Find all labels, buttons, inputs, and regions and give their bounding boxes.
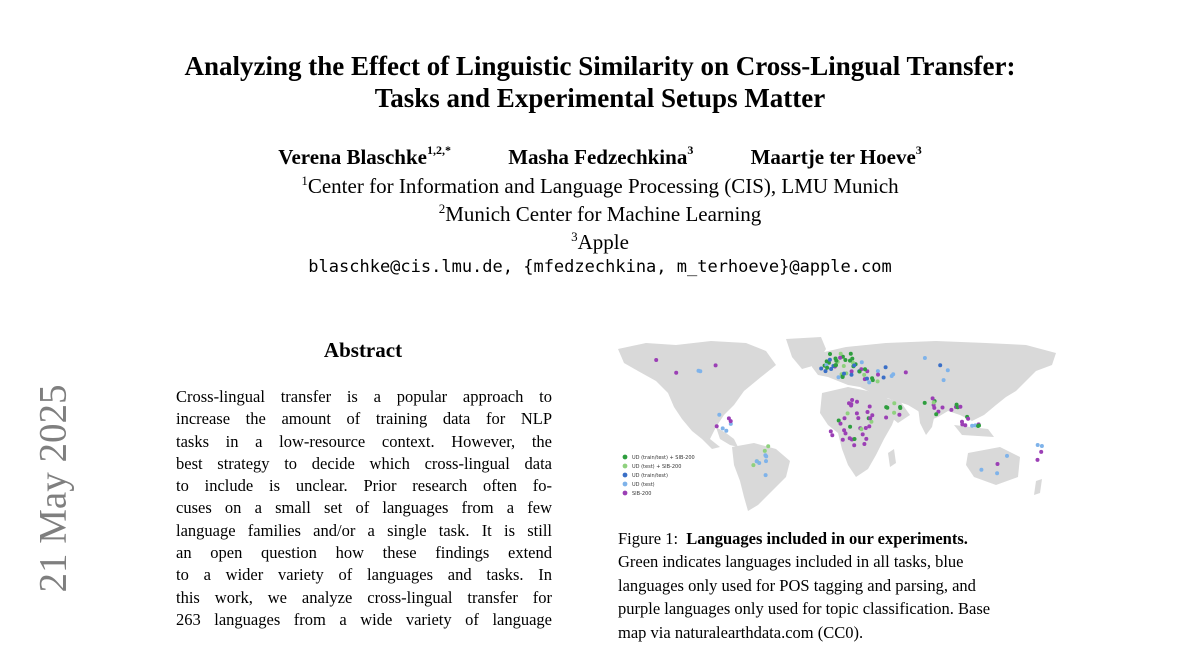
language-point	[843, 416, 847, 420]
legend-marker	[623, 482, 628, 487]
language-point	[868, 416, 872, 420]
abstract-line: this work, we analyze cross-lingual transfer for	[176, 587, 552, 607]
abstract-line: language families and/or a single task. It is still	[176, 520, 552, 540]
language-point	[876, 369, 880, 373]
language-point	[855, 400, 859, 404]
language-point	[844, 431, 848, 435]
language-point	[1036, 458, 1040, 462]
language-point	[850, 373, 854, 377]
language-point	[932, 401, 936, 405]
language-point	[892, 401, 896, 405]
language-point	[848, 425, 852, 429]
abstract-line: 263 languages from a wide variety of language	[176, 609, 552, 629]
language-point	[755, 459, 759, 463]
language-point	[837, 375, 841, 379]
language-point	[850, 398, 854, 402]
affiliation-2: $^2$Munich Center for Machine Learning	[438, 201, 762, 226]
caption-line: languages only used for POS tagging and parsing, and	[618, 575, 976, 595]
language-point	[966, 417, 970, 421]
language-point	[860, 360, 864, 364]
language-point	[839, 422, 843, 426]
language-point	[931, 396, 935, 400]
caption-line: map via naturalearthdata.com (CC0).	[618, 622, 864, 642]
language-point	[721, 426, 725, 430]
figure-caption	[618, 527, 1062, 644]
language-point	[764, 454, 768, 458]
abstract-heading: Abstract	[323, 338, 403, 362]
language-point	[829, 429, 833, 433]
affiliation-3: $^3$Apple	[571, 229, 629, 254]
language-point	[727, 416, 731, 420]
figure-label: Figure 1:	[618, 529, 679, 548]
language-point	[849, 352, 853, 356]
language-point	[842, 372, 846, 376]
author-emails: blaschke@cis.lmu.de, {mfedzechkina, m_terhoeve}@apple.com	[308, 257, 892, 277]
language-point	[938, 363, 942, 367]
language-point	[960, 422, 964, 426]
language-point	[870, 376, 874, 380]
language-point	[861, 432, 865, 436]
abstract-line: an open question how these findings extend	[176, 543, 552, 563]
abstract-line: tasks in a low-resource context. However, the	[176, 431, 552, 451]
language-point	[853, 437, 857, 441]
language-point	[830, 433, 834, 437]
language-point	[819, 367, 823, 371]
caption-line-1	[618, 527, 1062, 550]
language-point	[715, 424, 719, 428]
paper-title-line-2: Tasks and Experimental Setups Matter	[374, 83, 826, 113]
legend-label: UD (train/test)	[632, 472, 668, 479]
language-point	[898, 406, 902, 410]
language-point	[867, 424, 871, 428]
language-point	[882, 376, 886, 380]
language-point	[839, 352, 843, 356]
abstract-line: increase the amount of training data for NLP	[176, 409, 552, 429]
legend-label: UD (train/test) + SIB-200	[632, 454, 695, 461]
language-point	[838, 356, 842, 360]
language-point	[958, 405, 962, 409]
language-point	[865, 377, 869, 381]
author-1: Verena Blaschke$^{1,2,*}$	[278, 143, 451, 169]
language-point	[848, 436, 852, 440]
language-point	[855, 411, 859, 415]
language-point	[848, 359, 852, 363]
language-point	[856, 416, 860, 420]
legend-label: SIB-200	[632, 490, 652, 497]
caption-line: Green indicates languages included in all tasks, blue	[618, 552, 964, 572]
language-point	[828, 358, 832, 362]
language-point	[843, 358, 847, 362]
language-point	[698, 369, 702, 373]
legend-marker	[623, 455, 628, 460]
language-point	[764, 473, 768, 477]
language-point	[867, 380, 871, 384]
legend-label: UD (test) + SIB-200	[632, 463, 682, 470]
language-point	[858, 370, 862, 374]
language-point	[724, 429, 728, 433]
language-point	[923, 356, 927, 360]
language-point	[674, 371, 678, 375]
language-point	[764, 459, 768, 463]
author-2: Masha Fedzechkina$^3$	[508, 143, 694, 169]
caption-line: purple languages only used for topic classification. Base	[618, 599, 991, 619]
abstract-line: Cross-lingual transfer is a popular approach to	[176, 387, 552, 406]
language-point	[654, 358, 658, 362]
language-point	[876, 379, 880, 383]
language-point	[841, 375, 845, 379]
author-3: Maartje ter Hoeve$^3$	[750, 143, 922, 169]
language-point	[868, 405, 872, 409]
world-language-map	[616, 335, 1062, 513]
language-point	[976, 424, 980, 428]
language-point	[949, 408, 953, 412]
language-point	[979, 468, 983, 472]
language-point	[863, 367, 867, 371]
language-point	[1039, 450, 1043, 454]
abstract-line: cuses on a small set of languages from a few	[176, 498, 552, 518]
language-point	[862, 373, 866, 377]
language-point	[864, 426, 868, 430]
language-point	[904, 370, 908, 374]
language-point	[1036, 443, 1040, 447]
language-point	[833, 363, 837, 367]
map-legend	[623, 455, 695, 497]
abstract-line: to include is unclear. Prior research often fo-	[176, 476, 552, 496]
language-point	[766, 444, 770, 448]
language-point	[866, 410, 870, 414]
legend-marker	[623, 464, 628, 469]
abstract-line: to a wider variety of languages and tasks. In	[176, 565, 552, 585]
language-point	[846, 411, 850, 415]
language-point	[884, 365, 888, 369]
language-point	[862, 442, 866, 446]
language-point	[884, 405, 888, 409]
language-point	[942, 378, 946, 382]
language-point	[923, 401, 927, 405]
language-point	[849, 402, 853, 406]
language-point	[714, 363, 718, 367]
language-point	[884, 416, 888, 420]
language-point	[717, 413, 721, 417]
abstract-line: best strategy to decide which cross-lingual data	[176, 453, 552, 473]
legend-marker	[623, 491, 628, 496]
legend-marker	[623, 473, 628, 478]
language-point	[996, 462, 1000, 466]
language-point	[751, 463, 755, 467]
arxiv-date-stamp: 21 May 2025	[31, 384, 75, 593]
language-point	[852, 363, 856, 367]
language-point	[859, 427, 863, 431]
language-point	[897, 413, 901, 417]
affiliation-1: $^1$Center for Information and Language Processing (CIS), LMU Munich	[301, 173, 899, 198]
language-point	[934, 412, 938, 416]
language-point	[825, 366, 829, 370]
language-point	[1040, 444, 1044, 448]
language-point	[876, 373, 880, 377]
language-point	[852, 443, 856, 447]
language-point	[869, 420, 873, 424]
language-point	[890, 374, 894, 378]
author-list	[0, 145, 1200, 170]
language-point	[842, 364, 846, 368]
abstract-text	[176, 386, 552, 631]
language-point	[763, 449, 767, 453]
language-point	[995, 471, 999, 475]
language-point	[834, 359, 838, 363]
language-point	[941, 406, 945, 410]
language-point	[946, 368, 950, 372]
language-point	[892, 411, 896, 415]
caption-bold: Languages included in our experiments.	[686, 529, 968, 548]
legend-label: UD (test)	[632, 481, 655, 488]
paper-title-line-1: Analyzing the Effect of Linguistic Similarity on Cross-Lingual Transfer:	[184, 51, 1016, 81]
language-point	[841, 438, 845, 442]
language-point	[955, 403, 959, 407]
language-point	[1005, 454, 1009, 458]
language-point	[864, 437, 868, 441]
language-point	[828, 352, 832, 356]
